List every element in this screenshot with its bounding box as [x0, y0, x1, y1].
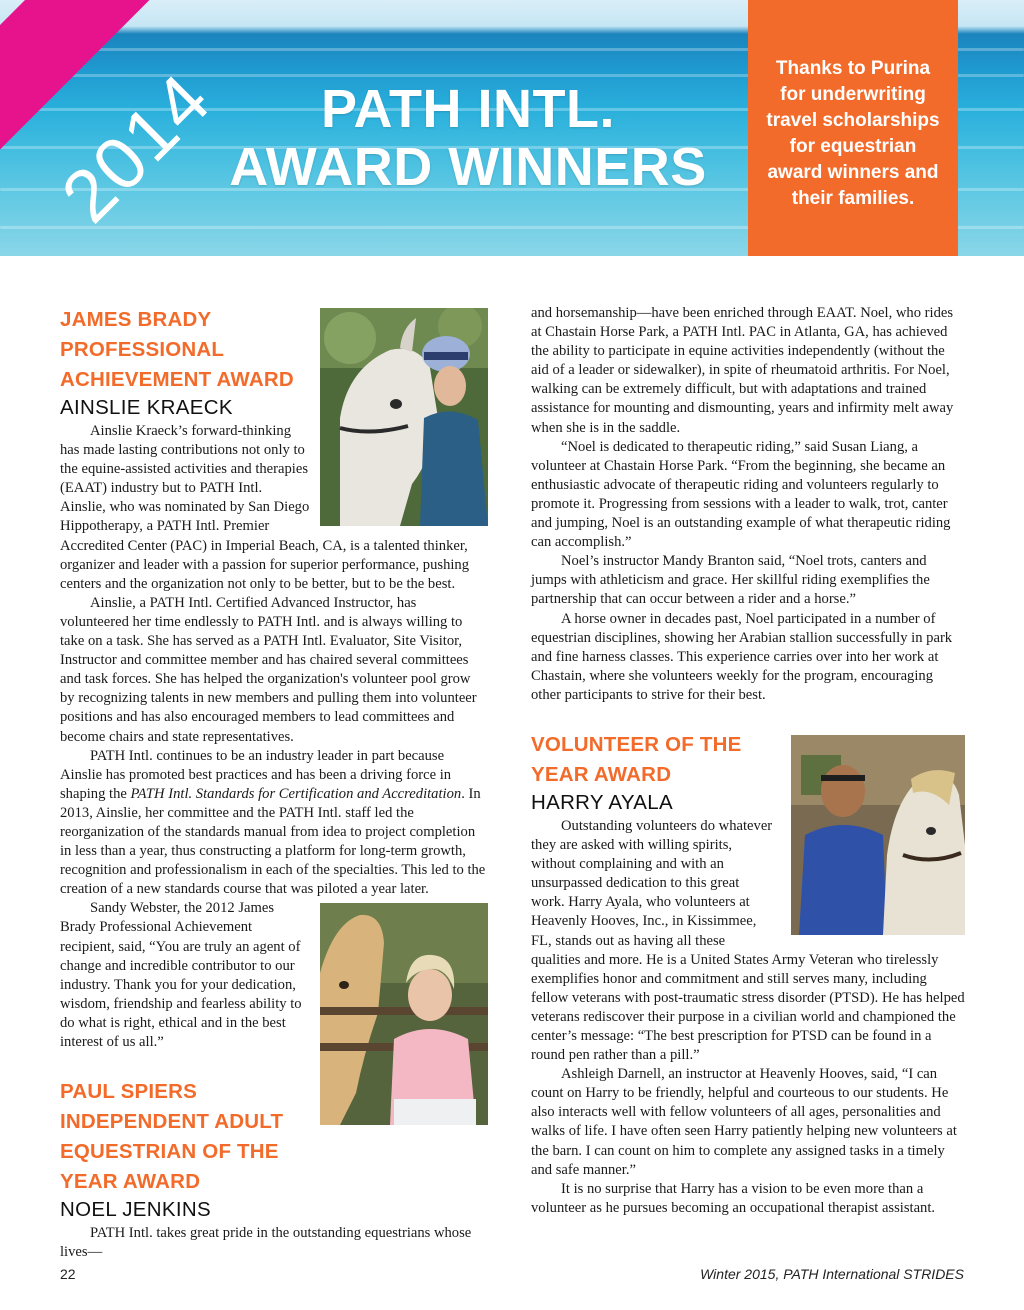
text-run: PATH Intl. continues to be an industry leader in part because Ainslie has promoted best practices and has been a driving force in shaping the [60, 747, 452, 802]
winner-name-brady: AINSLIE KRAECK [60, 396, 233, 419]
body-paragraph: Ainslie Kraeck’s forward-thinking has made lasting contributions not only to the equine-assisted activities and therapies (EAAT) industry but to PATH Intl. Ainslie, who was nominated by San Diego Hippotherapy, a PATH Intl. Premier Accredited Center (PAC) in Imperial Beach, CA, is a talented thinker, organizer and leader with a passion for superior performance, pushing centers and the organization not only to be better, but to be the best. [60, 423, 470, 592]
body-paragraph: PATH Intl. takes great pride in the outstanding equestrians whose lives— [60, 1225, 472, 1261]
text-run: . In 2013, Ainslie, her committee and the PATH Intl. staff led the reorganization of the standards manual from idea to project completion in less than a year, thus constructing a platform for long-term growth, recognition and professionalism in each of the specialties. This led to the creation of a new standards course that was piloted a year later. [60, 785, 486, 898]
body-paragraph: A horse owner in decades past, Noel participated in a number of equestrian disciplines, showing her Arabian stallion successfully in park and fine harness classes. This experience carries over into her work at Chastain, where she volunteers weekly for the program, encouraging other participants to strive for their best. [531, 610, 953, 703]
sponsor-line: award winners and [767, 162, 939, 183]
sponsor-line: Thanks to Purina [775, 58, 931, 79]
winner-name-ayala: HARRY AYALA [531, 790, 673, 814]
winner-name-jenkins: NOEL JENKINS [60, 1198, 211, 1222]
left-column [60, 304, 488, 1262]
award-title-spiers-line: PAUL SPIERS [60, 1080, 198, 1104]
award-title-spiers-line: INDEPENDENT ADULT [60, 1110, 284, 1134]
body-paragraph: Outstanding volunteers do whatever they are asked with willing spirits, without complaining and with an unsurpassed dedication to this great work. Harry Ayala, who volunteers at Heavenly Hooves, Inc., in Kissimmee, FL, stands out as having all these qualities and more. He is a United States Army Veteran who tirelessly exemplifies honor and commitment and still serves many, including fellow veterans with post-traumatic stress disorder (PTSD). He has helped veterans rediscover their purpose in a civilian world and championed the center’s message: “The best prescription for PTSD can be found in a round pen rather than a pill.” [531, 817, 965, 1064]
title-line: PATH INTL. [321, 79, 615, 139]
body-paragraph [60, 747, 488, 900]
photo-brady [320, 308, 488, 526]
award-title-brady-line: JAMES BRADY [60, 308, 212, 331]
page-title [218, 80, 718, 196]
award-title-brady-line: PROFESSIONAL [60, 338, 225, 361]
body-paragraph: It is no surprise that Harry has a vision to be even more than a volunteer as he pursues becoming an occupational therapist assistant. [531, 1180, 936, 1216]
sponsor-line: for equestrian [789, 136, 917, 157]
page-number: 22 [60, 1266, 76, 1282]
man-with-horse-image [791, 735, 965, 935]
award-title-brady-line: ACHIEVEMENT AWARD [60, 368, 294, 391]
horse-with-rider-image [320, 308, 488, 526]
right-column [531, 304, 965, 1218]
award-title-spiers-line: EQUESTRIAN OF THE [60, 1140, 279, 1164]
body-paragraph: and horsemanship—have been enriched through EAAT. Noel, who rides at Chastain Horse Park, a PATH Intl. PAC in Atlanta, GA, has achieved the ability to participate in equine activities independently (without the aid of a leader or sidewalker), in spite of rheumatoid arthritis. For Noel, walking can be extremely difficult, but with adaptations and trained assistance for mounting and dismounting, years and infirmity melt away when she is in the saddle. [531, 305, 954, 436]
woman-with-horse-image [320, 903, 488, 1125]
header-banner [0, 0, 1024, 256]
photo-jenkins [320, 903, 488, 1125]
sponsor-line: for underwriting [780, 84, 926, 105]
sponsor-box [748, 0, 958, 256]
body-paragraph: Ainslie, a PATH Intl. Certified Advanced Instructor, has volunteered her time endlessly to PATH Intl. and is always willing to take on a task. She has served as a PATH Intl. Evaluator, Site Visitor, Instructor and committee member and has chaired several committees and task forces. She has helped the organization's volunteer pool grow by recognizing talents in new members and pulling them into volunteer positions and has also encouraged members to lead committees and become chairs and state representatives. [60, 594, 477, 745]
award-title-volunteer-line: YEAR AWARD [531, 762, 672, 786]
sponsor-line: their families. [791, 188, 915, 209]
title-line: AWARD WINNERS [229, 137, 707, 197]
publication-footer: Winter 2015, PATH International STRIDES [700, 1266, 964, 1282]
photo-ayala [791, 735, 965, 935]
award-title-spiers-line: YEAR AWARD [60, 1170, 201, 1194]
standards-title: PATH Intl. Standards for Certification and Accreditation [130, 785, 462, 802]
sponsor-line: travel scholarships [766, 110, 940, 131]
section-gap [531, 705, 965, 729]
body-paragraph: Ashleigh Darnell, an instructor at Heavenly Hooves, said, “I can count on Harry to be friendly, helpful and courteous to our students. He also interacts well with fellow volunteers of all ages, personalities and walks of life. I have often seen Harry patiently helping new volunteers at the barn. I can count on him to complete any assigned tasks in a timely and safe manner.” [531, 1066, 957, 1178]
year-label: 2014 [45, 57, 227, 238]
body-paragraph: “Noel is dedicated to therapeutic riding,” said Susan Liang, a volunteer at Chastain Horse Park. “From the beginning, she became an enthusiastic advocate of therapeutic riding and volunteers regularly to promote it. Progressing from sessions with a leader to walk, trot, canter and jumping, Noel is an outstanding example of what therapeutic riding can accomplish.” [531, 438, 951, 551]
award-title-volunteer-line: VOLUNTEER OF THE [531, 732, 742, 756]
body-paragraph: Noel’s instructor Mandy Branton said, “Noel trots, canters and jumps with athleticism and grace. Her skillful riding exemplifies the partnership that can occur between a rider and a horse.” [531, 553, 930, 608]
body-paragraph: Sandy Webster, the 2012 James Brady Professional Achievement recipient, said, “You are truly an agent of change and incredible contributor to our industry. Thank you for your dedication, wisdom, friendship and fearless ability to do what is right, ethical and in the best interest of us all.” [60, 900, 302, 1050]
